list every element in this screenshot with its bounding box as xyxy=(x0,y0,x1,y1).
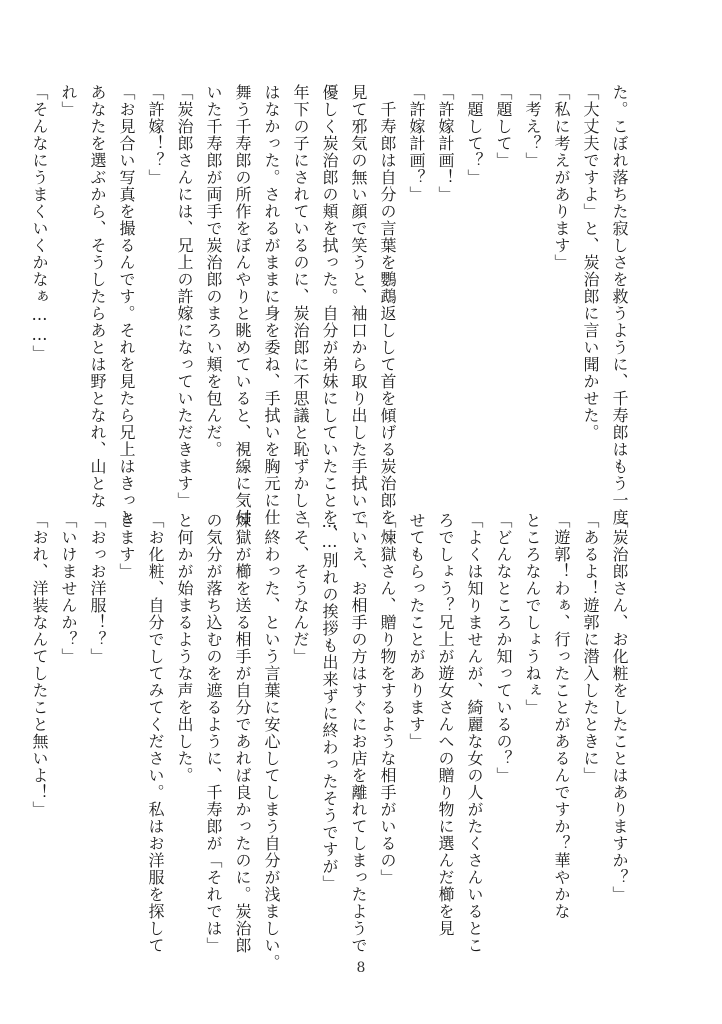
text-column: た。こぼれ落ちた寂しさを救うように、千寿郎はもう一度 xyxy=(610,84,629,526)
text-column: 「お化粧、自分でしてみてください。私はお洋服を探して xyxy=(146,512,165,954)
text-column: 「どんなところか知っているの？」 xyxy=(494,512,513,784)
text-column: れ」 xyxy=(59,84,78,118)
text-column: いた千寿郎が両手で炭治郎のまろい頬を包んだ。 xyxy=(204,84,223,458)
text-column: 「炭治郎さん、お化粧をしたことはありますか？」 xyxy=(610,512,629,903)
text-column: 「許嫁計画？」 xyxy=(407,84,426,203)
text-column: 「炭治郎さんには、兄上の許嫁になっていただきます」 xyxy=(175,84,194,509)
text-column: せてもらったことがあります」 xyxy=(407,512,426,750)
text-column: 舞う千寿郎の所作をぼんやりと眺めていると、視線に気付 xyxy=(233,84,252,526)
text-column: 「許嫁！？」 xyxy=(146,84,165,186)
page-number: 8 xyxy=(356,960,366,976)
upper-text-block xyxy=(30,84,634,543)
text-column: はなかった。されるがままに身を委ね、手拭いを胸元に仕 xyxy=(262,84,281,526)
text-column: 「許嫁計画！」 xyxy=(436,84,455,203)
lower-text-block xyxy=(30,512,634,971)
text-column: 「よくは知りませんが、綺麗な女の人がたくさんいるとこ xyxy=(465,512,484,954)
text-column: ところなんでしょうねぇ」 xyxy=(523,512,542,716)
text-column: 「そんなにうまくいくかなぁ……」 xyxy=(30,84,49,362)
text-column: ろでしょう？兄上が遊女さんへの贈り物に選んだ櫛を見 xyxy=(436,512,455,937)
text-column: 「あるよ！遊郭に潜入したときに」 xyxy=(581,512,600,784)
text-column: 年下の子にされているのに、炭治郎に不思議と恥ずかしさ xyxy=(291,84,310,526)
text-column: 「おっお洋服！？」 xyxy=(88,512,107,665)
text-column: 「いけませんか？」 xyxy=(59,512,78,665)
text-column: 煉獄が櫛を送る相手が自分であれば良かったのに。炭治郎 xyxy=(233,512,252,954)
text-column: 「題して？」 xyxy=(465,84,484,186)
text-column: 「題して」 xyxy=(494,84,513,169)
text-column: の気分が落ち込むのを遮るように、千寿郎が「それでは」 xyxy=(204,512,223,954)
text-column: 優しく炭治郎の頬を拭った。自分が弟妹にしていたことを、 xyxy=(320,84,339,543)
text-column: 「考え？」 xyxy=(523,84,542,169)
text-column: と何かが始まるような声を出した。 xyxy=(175,512,194,784)
text-column: 「遊郭！わぁ、行ったことがあるんですか？華やかな xyxy=(552,512,571,920)
text-column: 見て邪気の無い顔で笑うと、袖口から取り出した手拭いで xyxy=(349,84,368,526)
text-column: 「おれ、洋装なんてしたこと無いよ！」 xyxy=(30,512,49,818)
text-column: 千寿郎は自分の言葉を鸚鵡返しして首を傾げる炭治郎を xyxy=(378,84,397,526)
text-column: 「私に考えがあります」 xyxy=(552,84,571,271)
text-column: 「大丈夫ですよ」と、炭治郎に言い聞かせた。 xyxy=(581,84,600,441)
text-column: 「いえ、お相手の方はすぐにお店を離れてしまったようで xyxy=(349,512,368,954)
text-column: 「お見合い写真を撮るんです。それを見たら兄上はきっと xyxy=(117,84,136,526)
text-column: ……別れの挨拶も出来ずに終わったそうですが」 xyxy=(320,512,339,892)
text-column: 「煉獄さん、贈り物をするような相手がいるの」 xyxy=(378,512,397,886)
text-column: 終わった、という言葉に安心してしまう自分が浅ましい。 xyxy=(262,512,281,971)
text-column: きます」 xyxy=(117,512,136,580)
text-column: 「そ、そうなんだ」 xyxy=(291,512,310,665)
text-column: あなたを選ぶから、そうしたらあとは野となれ、山とな xyxy=(88,84,107,509)
